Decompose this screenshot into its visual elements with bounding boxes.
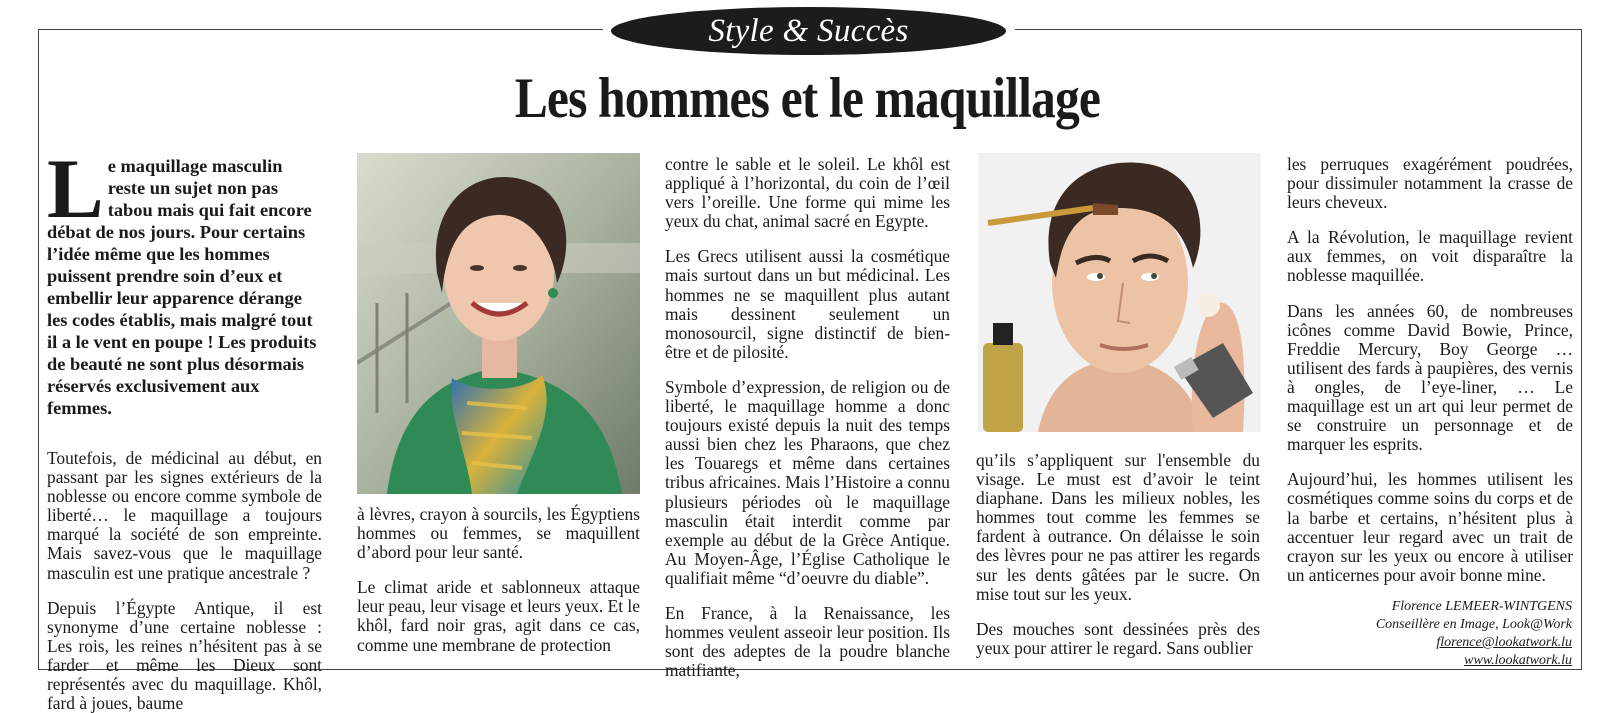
drop-cap: L [47,142,104,236]
column-2 [357,505,640,655]
paragraph: Les Grecs utilisent aussi la cosmétique mais surtout dans un but médicinal. Les hommes ne se maquillent plus autant mais dessinent seulement un monosourcil, signe distinctif de bien-être et de pilosité. [665,246,950,362]
paragraph: Depuis l’Égypte Antique, il est synonyme d’une certaine noblesse : Les rois, les reines n’hésitent pas à se farder et même les Dieux sont représentés avec du maquillage. Khôl, fard à joues, baume [47,597,322,713]
paragraph: Le climat aride et sablonneux attaque leur peau, leur visage et leurs yeux. Et le khôl, fard noir gras, agit dans ce cas, comme une membrane de protection [357,577,640,655]
column-4 [976,451,1260,658]
section-label: Style & Succès [708,12,909,49]
column-3 [665,155,950,680]
paragraph: Symbole d’expression, de religion ou de liberté, le maquillage homme a donc toujours existé depuis la nuit des temps aussi bien chez les Pharaons, que chez les Touaregs et même dans certaines tribus africaines. Mais l’Histoire a connu plusieurs périodes où le maquillage masculin était interdit comme par exemple au début de la Grèce Antique. Au Moyen-Âge, l’Église Catholique le qualifiait même “d’oeuvre du diable”. [665,376,950,588]
author-email-link[interactable]: florence@lookatwork.lu [1436,635,1572,650]
paragraph: contre le sable et le soleil. Le khôl est appliqué à l’horizontal, du coin de l’œil vers l’oreille. Une forme qui mime les yeux du chat, animal sacré en Egypte. [665,154,950,232]
paragraph: Des mouches sont dessinées près des yeux pour attirer le regard. Sans oublier [976,618,1260,658]
paragraph: Toutefois, de médicinal au début, en passant par les signes extérieurs de la noblesse ou encore comme symbole de liberté… le maquillage a toujours marqué la société de son empreinte. Mais savez-vous que le maquillage masculin est une pratique ancestrale ? [47,448,322,583]
author-signature [1376,598,1572,670]
man-makeup-photo [978,153,1261,432]
paragraph: En France, à la Renaissance, les hommes veulent asseoir leur position. Ils sont des adeptes de la poudre blanche matifiante, [665,602,950,681]
paragraph: à lèvres, crayon à sourcils, les Égyptiens hommes ou femmes, se maquillent d’abord pour leur santé. [357,504,640,563]
article-title: Les hommes et le maquillage [514,67,1101,130]
author-portrait-photo [357,153,640,494]
paragraph: qu’ils s’appliquent sur l'ensemble du visage. Le must est d’avoir le teint diaphane. Dans les milieux nobles, les hommes tout comme les femmes se fardent à outrance. On délaisse le soin des lèvres pour ne pas attirer les regards sur les dents gâtées par le sucre. On mise tout sur les yeux. [976,450,1260,604]
section-banner [611,7,1006,55]
paragraph: les perruques exagérément poudrées, pour dissimuler notamment la crasse de leurs cheveux. [1287,154,1573,213]
author-website-link[interactable]: www.lookatwork.lu [1464,653,1572,668]
lead-text: e maquillage masculin reste un sujet non pas tabou mais qui fait encore débat de nos jours. Pour certains l’idée même que les hommes puissent prendre soin d’eux et embellir leur apparence dérange les codes établis, mais malgré tout il a le vent en poupe ! Les produits de beauté ne sont plus désormais réservés exclusivement aux femmes. [47,156,317,418]
author-name: Florence LEMEER-WINTGENS [1391,599,1572,614]
column-5 [1287,155,1573,585]
paragraph: Aujourd’hui, les hommes utilisent les cosmétiques comme soins du corps et de la barbe et certains, n’hésitent plus à accentuer leur regard avec un trait de crayon sur les yeux ou encore à utiliser un anticernes pour avoir bonne mine. [1287,469,1573,585]
lead-paragraph [47,142,322,419]
article-title-wrap [0,66,1615,131]
paragraph: A la Révolution, le maquillage revient aux femmes, on voit disparaître la noblesse maquillée. [1287,227,1573,286]
paragraph: Dans les années 60, de nombreuses icônes comme David Bowie, Prince, Freddie Mercury, Boy George … utilisent des fards à paupières, des vernis à ongles, de l’eye-liner, … Le maquillage est un art qui leur permet de se construire un personnage et de marquer les esprits. [1287,300,1573,455]
author-role: Conseillère en Image, Look@Work [1375,617,1572,632]
column-1 [47,142,322,713]
